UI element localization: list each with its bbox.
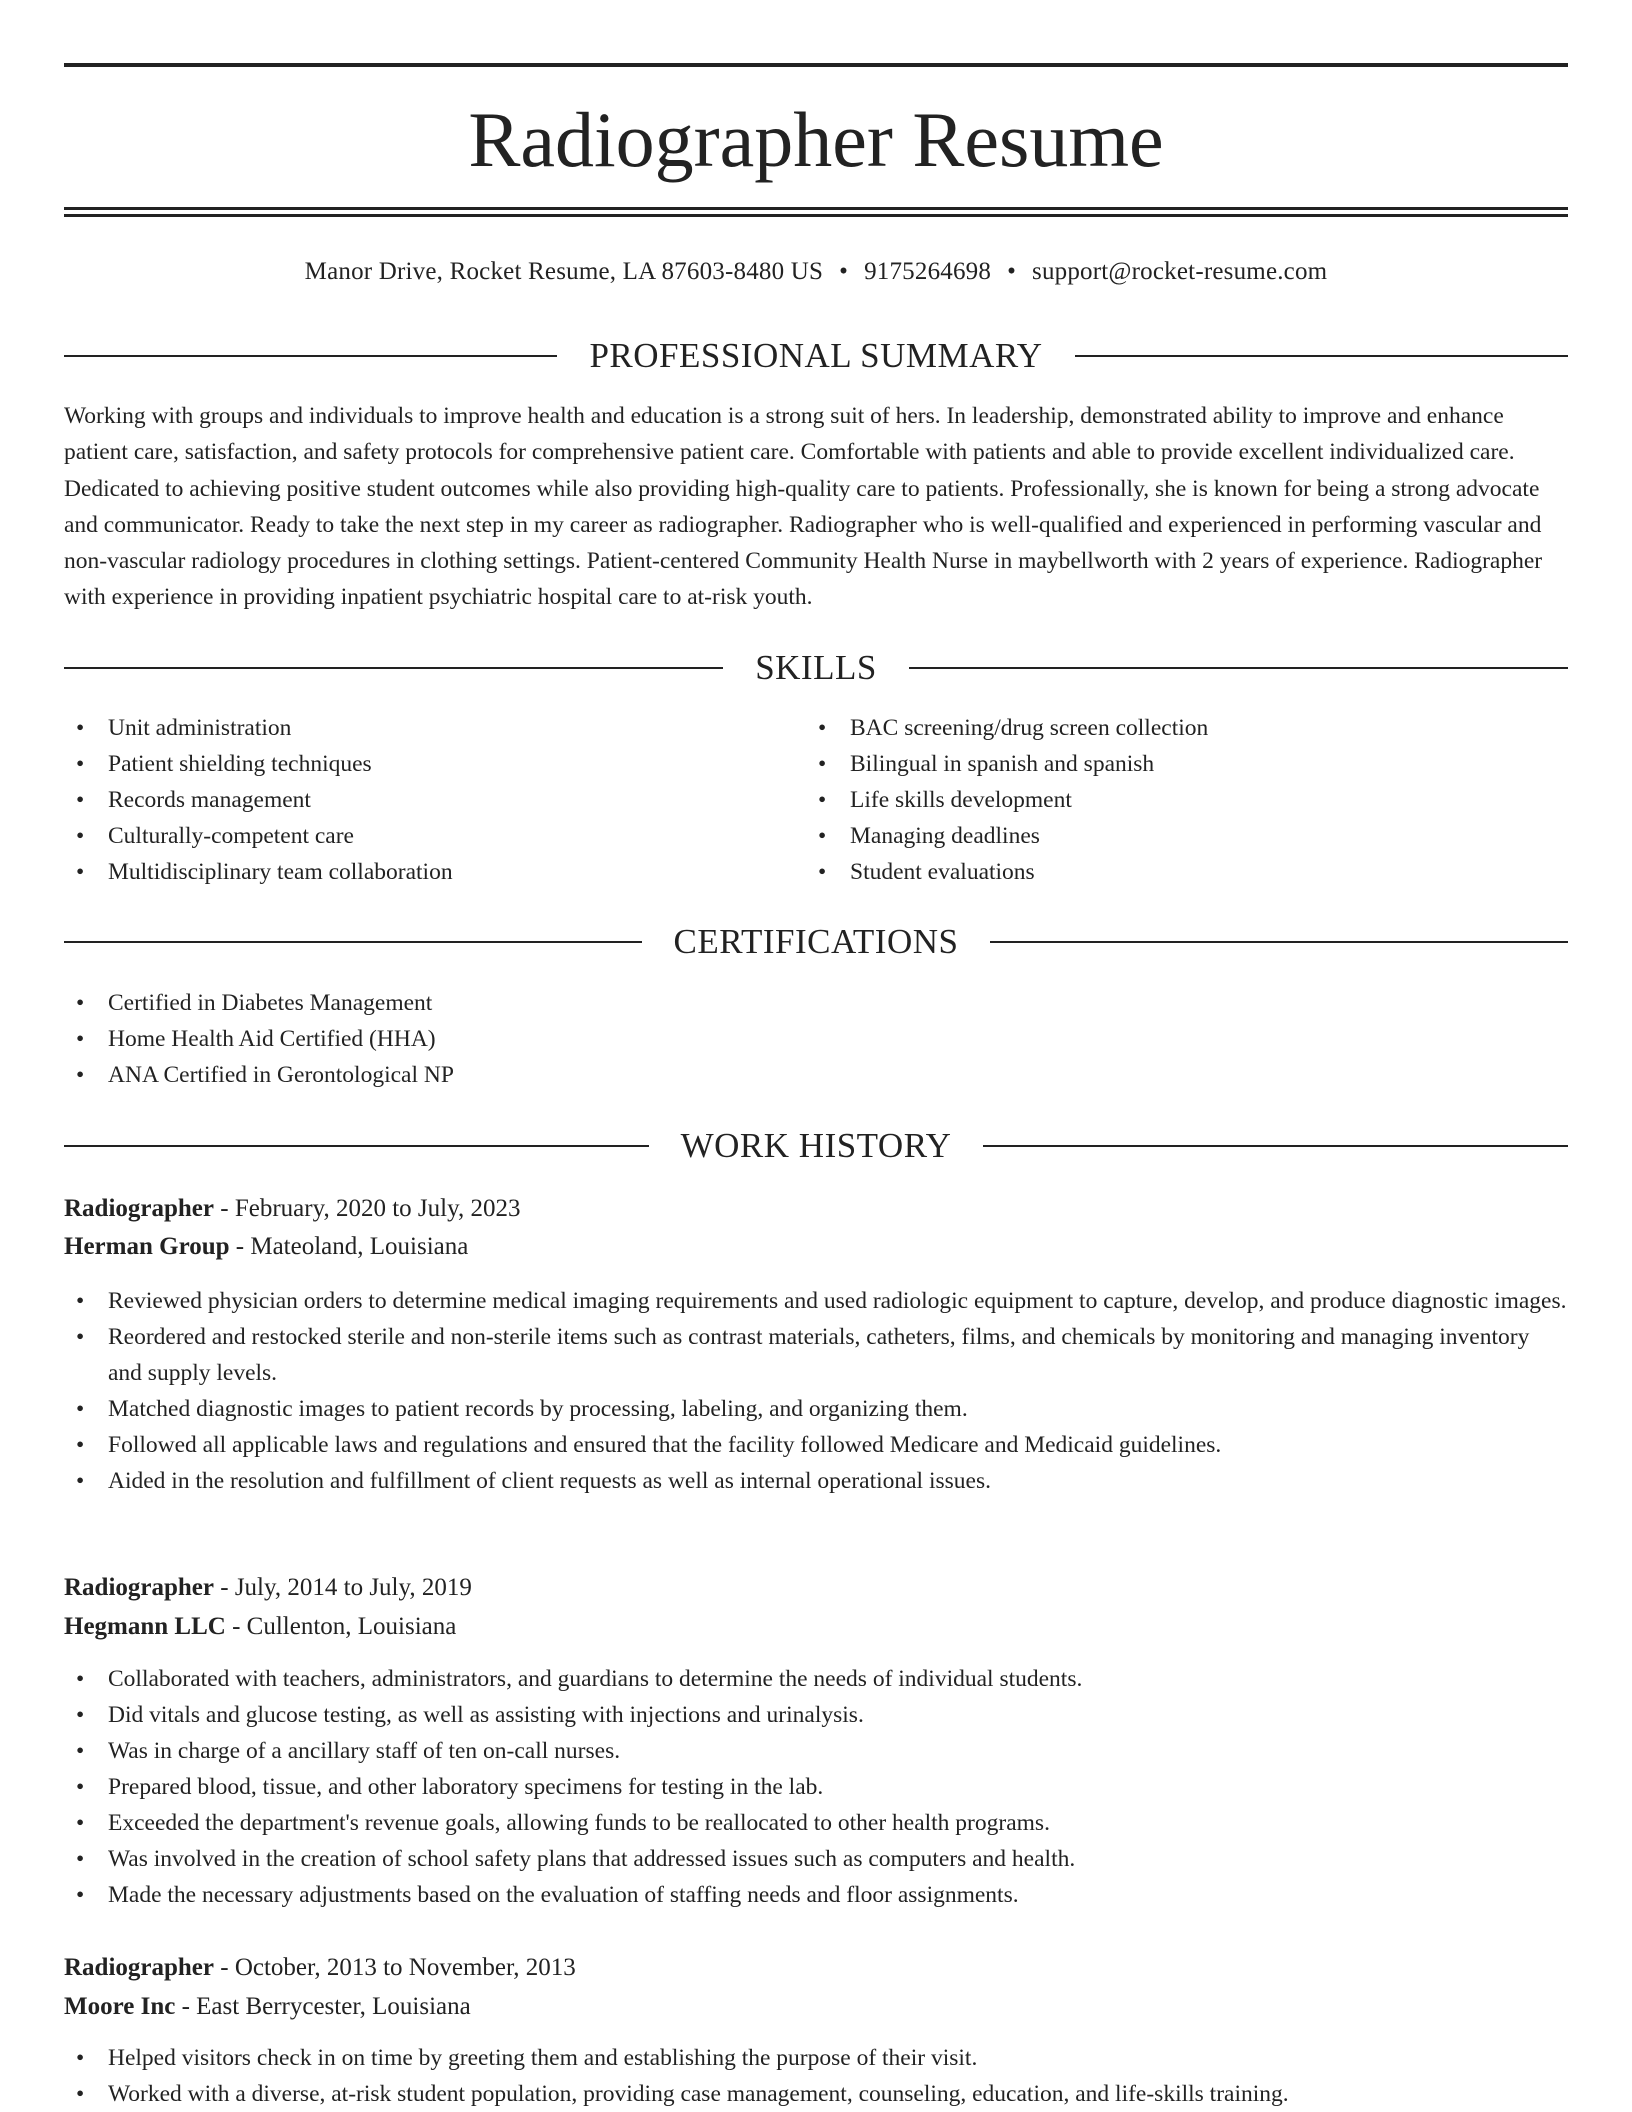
job-company-line xyxy=(64,1988,471,2026)
job-duty-item: • Matched diagnostic images to patient records by processing, labeling, and organizing them. xyxy=(64,1391,1568,1427)
resume-title: Radiographer Resume xyxy=(468,96,1164,183)
job-duty-item: • Collaborated with teachers, administrators, and guardians to determine the needs of individual students. xyxy=(64,1661,1568,1697)
section-header-work-history xyxy=(64,1124,1568,1168)
job-company: Moore Inc xyxy=(64,1993,176,2020)
job-company: Herman Group xyxy=(64,1233,230,1260)
skills-list-left xyxy=(64,710,453,890)
job-duties-list xyxy=(64,1283,1568,1499)
job-company-line xyxy=(64,1228,468,1266)
job-duty-item: • Reviewed physician orders to determine medical imaging requirements and used radiologic equipment to capture, develop, and produce diagnostic images. xyxy=(64,1283,1568,1319)
section-header-skills xyxy=(64,646,1568,690)
contact-address: Manor Drive, Rocket Resume, LA 87603-8480 US xyxy=(304,258,824,285)
divider-line xyxy=(64,1145,649,1147)
certification-item: • Certified in Diabetes Management xyxy=(64,985,454,1021)
certification-item: • ANA Certified in Gerontological NP xyxy=(64,1057,454,1093)
job-duty-item: • Was in charge of a ancillary staff of ten on-call nurses. xyxy=(64,1733,1568,1769)
summary-text: Working with groups and individuals to improve health and education is a strong suit of hers. In leadership, demonstrated ability to improve and enhance patient care, satisfaction, and safety protocols for comprehensive patient care. Comfortable with patients and able to provide excellent individualized care. Dedicated to achieving positive student outcomes while also providing high-quality care to patients. Professionally, she is known for being a strong advocate and communicator. Ready to take the next step in my career as radiographer. Radiographer who is well-qualified and experienced in performing vascular and non-vascular radiology procedures in clothing settings. Patient-centered Community Health Nurse in maybellworth with 2 years of experience. Radiographer with experience in providing inpatient psychiatric hospital care to at-risk youth. xyxy=(64,403,1543,611)
job-duty-item: • Helped visitors check in on time by greeting them and establishing the purpose of their visit. xyxy=(64,2040,1568,2076)
title-double-rule xyxy=(64,207,1568,217)
divider-line xyxy=(983,1145,1568,1147)
contact-line xyxy=(64,255,1568,289)
skills-list-right xyxy=(806,710,1208,890)
job-duty-item: • Exceeded the department's revenue goals, allowing funds to be reallocated to other health programs. xyxy=(64,1805,1568,1841)
certification-item: • Home Health Aid Certified (HHA) xyxy=(64,1021,454,1057)
contact-phone: 9175264698 xyxy=(864,258,992,285)
section-title-summary: PROFESSIONAL SUMMARY xyxy=(589,336,1043,375)
job-title-line xyxy=(64,1949,576,1987)
job-dates: - October, 2013 to November, 2013 xyxy=(214,1954,576,1981)
job-duty-item: • Made the necessary adjustments based on the evaluation of staffing needs and floor assignments. xyxy=(64,1877,1568,1913)
contact-email: support@rocket-resume.com xyxy=(1032,258,1328,285)
skill-item: • Managing deadlines xyxy=(806,818,1208,854)
divider-line xyxy=(909,667,1568,669)
skill-item: • Patient shielding techniques xyxy=(64,746,453,782)
job-company-line xyxy=(64,1608,456,1646)
divider-line xyxy=(64,941,642,943)
job-duty-item: • Followed all applicable laws and regulations and ensured that the facility followed Medicare and Medicaid guidelines. xyxy=(64,1427,1568,1463)
job-duty-item: • Did vitals and glucose testing, as well as assisting with injections and urinalysis. xyxy=(64,1697,1568,1733)
divider-line xyxy=(64,355,557,357)
job-dates: - February, 2020 to July, 2023 xyxy=(214,1195,521,1222)
divider-line xyxy=(1075,355,1568,357)
skill-item: • Life skills development xyxy=(806,782,1208,818)
skill-item: • Bilingual in spanish and spanish xyxy=(806,746,1208,782)
section-title-skills: SKILLS xyxy=(755,648,877,687)
skill-item: • Culturally-competent care xyxy=(64,818,453,854)
job-title-line xyxy=(64,1569,472,1607)
skill-item: • Student evaluations xyxy=(806,854,1208,890)
job-location: - East Berrycester, Louisiana xyxy=(175,1993,471,2020)
skill-item: • Multidisciplinary team collaboration xyxy=(64,854,453,890)
job-location: - Mateoland, Louisiana xyxy=(229,1233,469,1260)
job-duties-list xyxy=(64,1661,1568,1913)
job-title-line xyxy=(64,1190,520,1228)
job-duty-item: • Aided in the resolution and fulfillment of client requests as well as internal operational issues. xyxy=(64,1463,1568,1499)
job-duty-item: • Reordered and restocked sterile and non-sterile items such as contrast materials, catheters, films, and chemicals by monitoring and managing inventory and supply levels. xyxy=(64,1319,1568,1391)
job-duties-list xyxy=(64,2040,1568,2112)
job-duty-item: • Was involved in the creation of school safety plans that addressed issues such as computers and health. xyxy=(64,1841,1568,1877)
divider-line xyxy=(990,941,1568,943)
skill-item: • Records management xyxy=(64,782,453,818)
skill-item: • Unit administration xyxy=(64,710,453,746)
job-title: Radiographer xyxy=(64,1195,214,1222)
job-dates: - July, 2014 to July, 2019 xyxy=(214,1574,472,1601)
job-company: Hegmann LLC xyxy=(64,1613,226,1640)
contact-separator: • xyxy=(1007,258,1017,285)
job-location: - Cullenton, Louisiana xyxy=(225,1613,457,1640)
section-title-certifications: CERTIFICATIONS xyxy=(673,922,959,961)
certifications-list xyxy=(64,985,454,1093)
divider-line xyxy=(64,667,723,669)
skill-item: • BAC screening/drug screen collection xyxy=(806,710,1208,746)
contact-separator: • xyxy=(839,258,849,285)
job-duty-item: • Worked with a diverse, at-risk student population, providing case management, counseling, education, and life-skills training. xyxy=(64,2076,1568,2112)
section-header-certifications xyxy=(64,920,1568,964)
top-rule xyxy=(64,63,1568,67)
section-header-summary xyxy=(64,334,1568,378)
job-title: Radiographer xyxy=(64,1574,214,1601)
job-title: Radiographer xyxy=(64,1954,214,1981)
job-duty-item: • Prepared blood, tissue, and other laboratory specimens for testing in the lab. xyxy=(64,1769,1568,1805)
section-title-work-history: WORK HISTORY xyxy=(680,1126,952,1165)
